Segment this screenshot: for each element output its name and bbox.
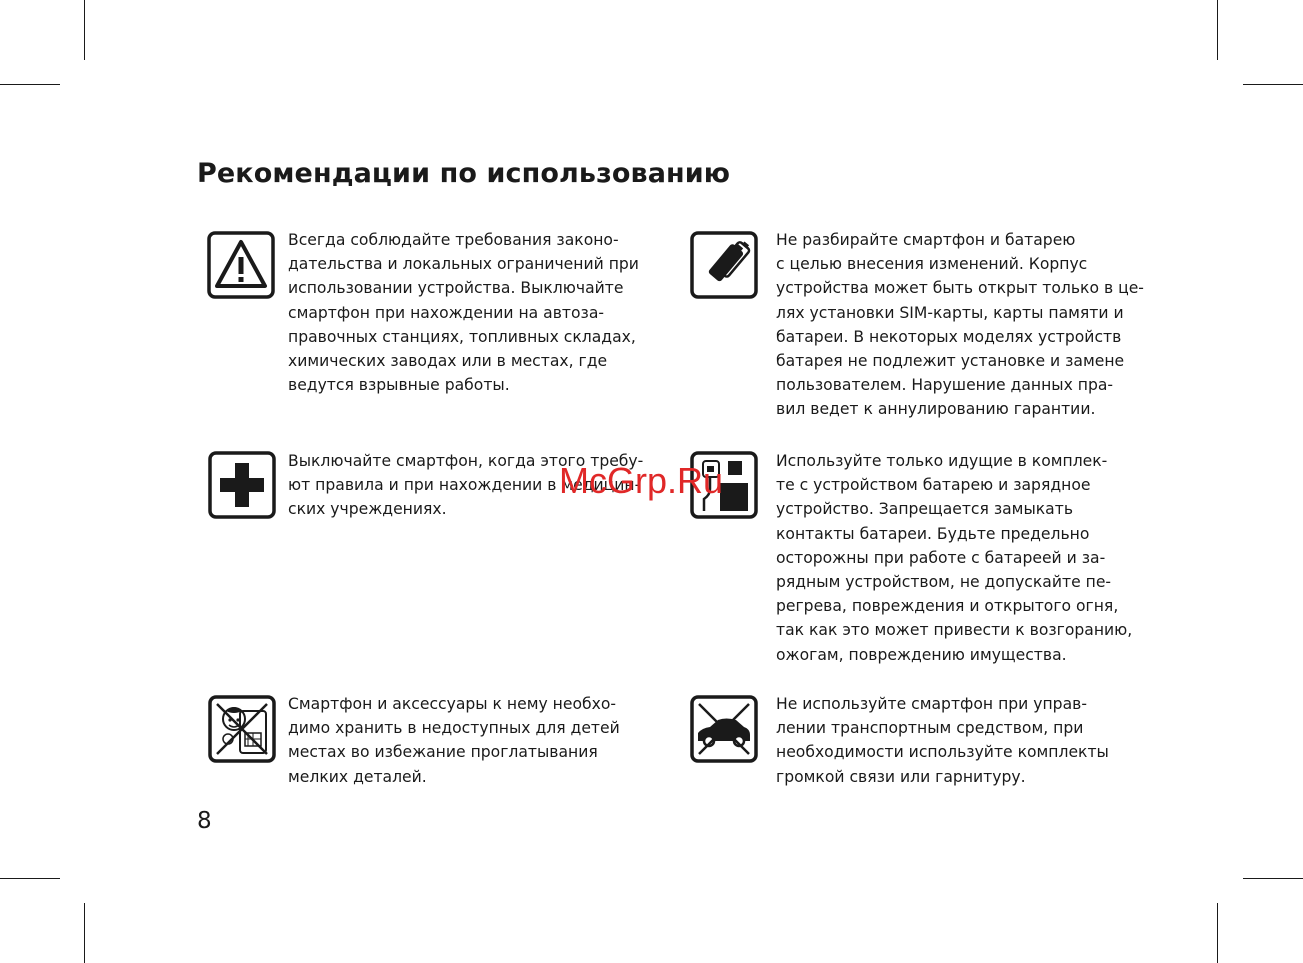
- crop-mark: [84, 903, 85, 963]
- medical-cross-icon: [208, 451, 276, 519]
- crop-mark: [0, 878, 60, 879]
- crop-mark: [0, 84, 60, 85]
- watermark: McGrp.Ru: [559, 460, 724, 501]
- no-children-sim-icon: [208, 695, 276, 763]
- disassembly-paragraph: Не разбирайте смартфон и батарею с целью внесения изменений. Корпус устройства может быть открыт только в це- лях установки SIM-карты, карты памяти и батареи. В некоторых моделях устройств батарея не подлежит установке и замене пользователем. Нарушение данных пра- вил ведет к аннулированию гарантии.: [776, 231, 1144, 419]
- crop-mark: [84, 0, 85, 60]
- no-driving-icon: [690, 695, 758, 763]
- crop-mark: [1243, 878, 1303, 879]
- page-number: 8: [197, 808, 212, 834]
- batteries-icon: [690, 231, 758, 299]
- children-paragraph: Смартфон и аксессуары к нему необхо- димо хранить в недоступных для детей местах во избежание проглатывания мелких деталей.: [288, 695, 620, 786]
- page-title: Рекомендации по использованию: [197, 158, 731, 189]
- medical-paragraph: Выключайте смартфон, когда этого требу- ют правила и при нахождении в медицин- ских учреждениях.: [288, 452, 644, 519]
- crop-mark: [1217, 0, 1218, 60]
- crop-mark: [1243, 84, 1303, 85]
- driving-paragraph: Не используйте смартфон при управ- лении транспортным средством, при необходимости используйте комплекты громкой связи или гарнитуру.: [776, 695, 1109, 786]
- warning-triangle-icon: [207, 231, 275, 299]
- crop-mark: [1217, 903, 1218, 963]
- charger-paragraph: Используйте только идущие в комплек- те с устройством батарею и зарядное устройство. Запрещается замыкать контакты батареи. Будьте предельно осторожны при работе с батареей и за- рядным устройством, не допускайте пе- регрева, повреждения и открытого огня, так как это может привести к возгоранию, ожогам, повреждению имущества.: [776, 452, 1133, 664]
- safety-paragraph: Всегда соблюдайте требования законо- дательства и локальных ограничений при использовании устройства. Выключайте смартфон при нахождении на автоза- правочных станциях, топливных складах, химических заводах или в местах, где ведутся взрывные работы.: [288, 231, 639, 395]
